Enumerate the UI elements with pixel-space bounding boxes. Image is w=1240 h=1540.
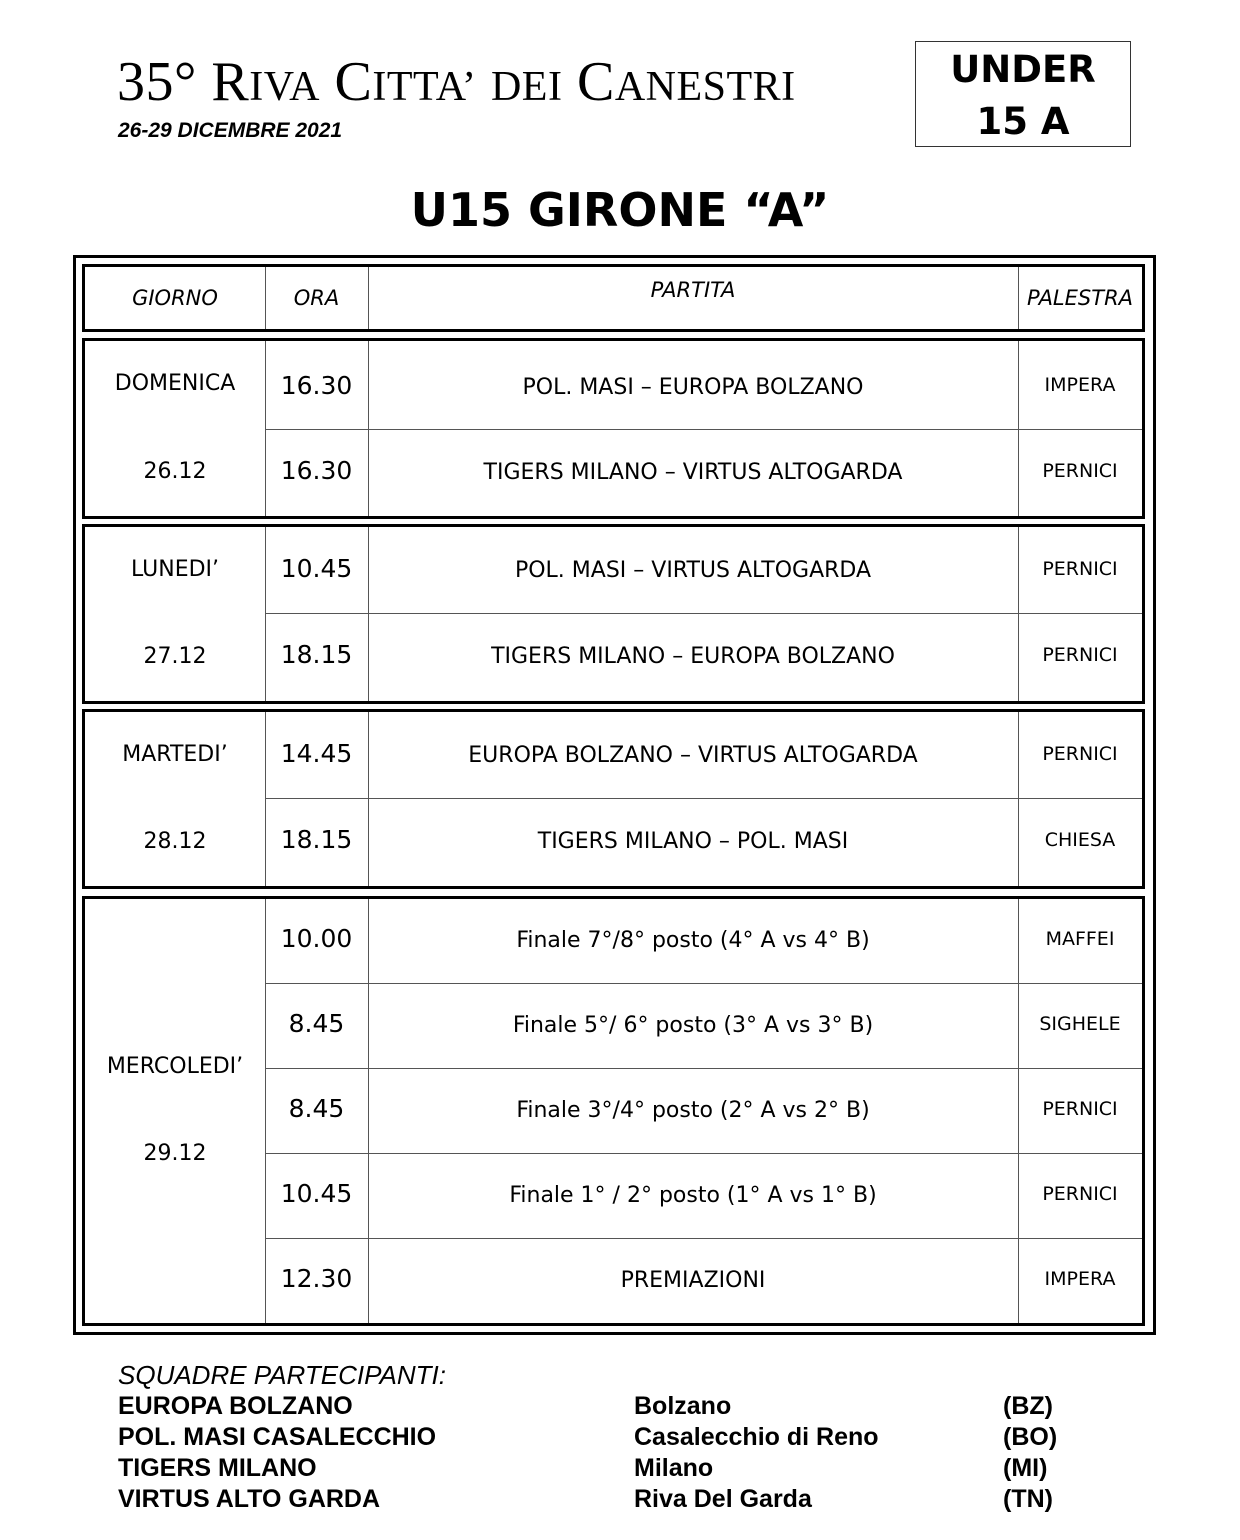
game-gym: MAFFEI: [1045, 927, 1115, 950]
team-name: VIRTUS ALTO GARDA: [118, 1485, 381, 1513]
game-time: 16.30: [280, 370, 353, 400]
column-header-match: PARTITA: [650, 278, 736, 302]
day-date: 26.12: [143, 458, 207, 484]
game-gym: PERNICI: [1042, 643, 1118, 666]
game-time: 8.45: [288, 1009, 345, 1038]
game-match: TIGERS MILANO – VIRTUS ALTOGARDA: [483, 460, 903, 485]
day-name: DOMENICA: [114, 371, 236, 396]
team-row: [118, 1453, 1118, 1484]
game-gym: PERNICI: [1042, 742, 1118, 765]
game-time: 10.00: [280, 924, 353, 953]
game-gym: IMPERA: [1044, 374, 1116, 396]
title-word: [577, 51, 796, 113]
column-header-time: ORA: [293, 286, 340, 310]
game-match: TIGERS MILANO – EUROPA BOLZANO: [491, 644, 895, 669]
title-rest: ANESTRI: [614, 64, 796, 110]
game-match: PREMIAZIONI: [620, 1268, 766, 1293]
game-time: 18.15: [280, 640, 353, 669]
group-heading: U15 GIRONE “A”: [410, 183, 830, 237]
team-province: (TN): [1003, 1485, 1053, 1513]
team-province: (BZ): [1003, 1392, 1053, 1420]
team-province: (BO): [1003, 1423, 1058, 1451]
team-city: Milano: [634, 1454, 714, 1482]
game-gym: CHIESA: [1044, 828, 1116, 851]
title-number: 35°: [117, 51, 212, 113]
game-match: POL. MASI – VIRTUS ALTOGARDA: [514, 558, 872, 583]
game-time: 10.45: [280, 554, 353, 583]
title-word: [335, 51, 477, 113]
column-header-day: GIORNO: [132, 286, 218, 310]
title-cap: C: [576, 51, 615, 113]
game-match: EUROPA BOLZANO – VIRTUS ALTOGARDA: [468, 743, 918, 768]
game-time: 16.30: [280, 456, 353, 485]
event-title: [117, 50, 796, 119]
title-rest: ITTA’: [372, 64, 477, 110]
game-gym: PERNICI: [1042, 1097, 1118, 1120]
game-time: 8.45: [288, 1094, 345, 1123]
category-box: [915, 41, 1131, 147]
team-name: TIGERS MILANO: [118, 1454, 317, 1482]
game-match: Finale 5°/ 6° posto (3° A vs 3° B): [512, 1013, 874, 1038]
category-line-1: UNDER: [950, 48, 1096, 91]
game-match: Finale 7°/8° posto (4° A vs 4° B): [516, 928, 870, 953]
game-match: TIGERS MILANO – POL. MASI: [537, 829, 849, 854]
day-name: MARTEDI’: [122, 741, 228, 767]
teams-title: SQUADRE PARTECIPANTI:: [118, 1360, 446, 1390]
game-time: 10.45: [280, 1179, 353, 1208]
day-date: 27.12: [143, 644, 207, 669]
team-name: POL. MASI CASALECCHIO: [118, 1423, 437, 1451]
category-line-2: 15 A: [976, 100, 1070, 143]
game-match: Finale 3°/4° posto (2° A vs 2° B): [516, 1098, 870, 1123]
day-name: LUNEDI’: [130, 556, 220, 582]
title-rest: IVA: [249, 64, 320, 110]
game-gym: PERNICI: [1042, 1182, 1118, 1205]
team-city: Bolzano: [634, 1392, 732, 1420]
game-match: Finale 1° / 2° posto (1° A vs 1° B): [509, 1183, 877, 1208]
team-city: Casalecchio di Reno: [634, 1423, 879, 1451]
game-time: 14.45: [280, 739, 353, 768]
team-row: [118, 1391, 1118, 1422]
team-row: [118, 1484, 1118, 1515]
column-header-gym: PALESTRA: [1026, 286, 1134, 310]
title-rest: DEI: [490, 64, 563, 110]
game-gym: SIGHELE: [1039, 1012, 1121, 1035]
title-cap: C: [334, 51, 373, 113]
game-gym: IMPERA: [1044, 1267, 1116, 1290]
title-word: [491, 51, 562, 113]
event-dates: 26-29 DICEMBRE 2021: [118, 119, 343, 142]
day-name: MERCOLEDI’: [106, 1053, 244, 1079]
game-gym: PERNICI: [1042, 459, 1118, 482]
team-city: Riva Del Garda: [634, 1485, 812, 1513]
game-time: 18.15: [280, 825, 353, 854]
team-province: (MI): [1003, 1454, 1048, 1482]
game-time: 12.30: [280, 1264, 353, 1293]
team-row: [118, 1422, 1118, 1453]
title-cap: R: [211, 51, 250, 113]
game-match: POL. MASI – EUROPA BOLZANO: [522, 374, 864, 400]
title-word: [211, 51, 320, 113]
game-gym: PERNICI: [1042, 557, 1118, 580]
day-date: 29.12: [143, 1141, 207, 1166]
team-name: EUROPA BOLZANO: [118, 1392, 353, 1420]
day-date: 28.12: [143, 829, 207, 854]
